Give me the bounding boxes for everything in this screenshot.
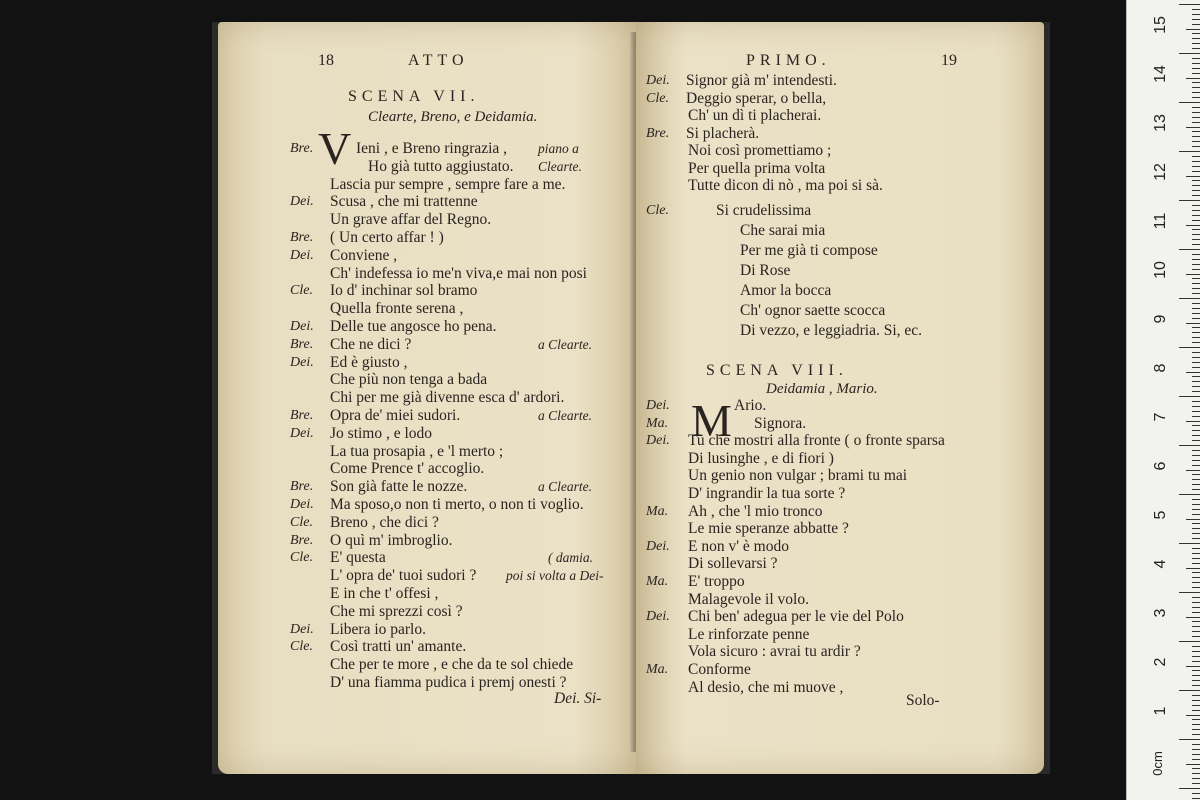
ruler-tick [1192,122,1200,123]
ruler-tick [1192,14,1200,15]
speaker-label: Dei. [290,497,314,512]
ruler-tick [1192,558,1200,559]
ruler-tick [1192,259,1200,260]
verse-line: Per quella prima volta [688,159,826,177]
ruler-tick [1192,465,1200,466]
ruler-tick [1192,587,1200,588]
ruler-tick [1192,509,1200,510]
ruler-tick [1192,425,1200,426]
verse-line: Le mie speranze abbatte ? [688,520,849,538]
speaker-label: Dei. [646,538,670,554]
ruler-tick [1179,592,1200,593]
ruler-tick [1186,470,1200,471]
ruler-tick [1192,283,1200,284]
ruler-tick [1192,479,1200,480]
ruler-tick [1192,435,1200,436]
ruler-tick [1192,430,1200,431]
ruler-tick [1192,705,1200,706]
ruler-tick [1192,185,1200,186]
ruler-tick [1192,411,1200,412]
verse-line: Son già fatte le nozze. [330,478,468,496]
ruler-tick [1192,97,1200,98]
ruler-tick [1192,685,1200,686]
ruler-tick [1179,543,1200,544]
ruler-tick [1192,73,1200,74]
verse-line: Deggio sperar, o bella, [686,89,827,107]
ruler-tick [1192,553,1200,554]
ruler-tick [1192,112,1200,113]
verse-line: Amor la bocca [740,282,832,299]
verse-line: O quì m' imbroglio. [330,531,453,549]
ruler-tick [1192,455,1200,456]
ruler-number: 8 [1152,363,1169,373]
ruler-tick [1192,205,1200,206]
ruler-tick [1179,151,1200,152]
ruler-tick [1192,572,1200,573]
scene-characters: Clearte, Breno, e Deidamia. [368,109,538,125]
ruler-tick [1192,406,1200,407]
ruler-tick [1179,641,1200,642]
ruler-tick [1192,528,1200,529]
verse-line: Io d' inchinar sol bramo [330,282,478,300]
ruler-tick [1192,269,1200,270]
ruler-tick [1179,298,1200,299]
ruler-tick [1179,200,1200,201]
ruler-unit: 0cm [1149,751,1165,776]
verse-line: Signor già m' intendesti. [686,72,837,89]
ruler-tick [1192,234,1200,235]
verse-line: Un genio non vulgar ; brami tu mai [688,467,908,485]
ruler-tick [1192,107,1200,108]
ruler-tick [1179,690,1200,691]
verse-line: Jo stimo , e lodo [330,424,433,442]
ruler-tick [1192,293,1200,294]
ruler-number: 11 [1152,212,1169,230]
verse-line: ( Un certo affar ! ) [330,229,444,246]
verse-line: L' opra de' tuoi sudori ? [330,567,477,585]
ruler-tick [1192,58,1200,59]
ruler-tick [1192,38,1200,39]
ruler-number: 10 [1152,261,1169,279]
verse-line: E' troppo [688,573,745,590]
catchword: Solo- [906,692,940,709]
verse-line: Delle tue angosce ho pena. [330,318,497,335]
ruler-tick [1192,631,1200,632]
ruler-tick [1192,386,1200,387]
verse-line: Ch' ognor saette scocca [740,302,886,319]
speaker-label: Ma. [646,574,669,589]
speaker-label: Bre. [290,230,314,245]
drop-cap: M [691,395,732,446]
speaker-label: Dei. [290,319,314,334]
verse-line: Lascia pur sempre , sempre fare a me. [330,175,566,193]
ruler-tick [1192,793,1200,794]
verse-line: Libera io parlo. [330,620,426,638]
ruler-tick [1192,680,1200,681]
speaker-label: Dei. [290,425,314,441]
ruler-tick [1192,416,1200,417]
ruler-tick [1179,739,1200,740]
verse-line: Opra de' miei sudori. [330,407,461,424]
ruler-tick [1192,362,1200,363]
ruler-tick [1192,533,1200,534]
ruler-tick [1192,636,1200,637]
ruler-tick [1192,376,1200,377]
ruler-tick [1192,440,1200,441]
ruler-tick [1192,768,1200,769]
ruler-tick [1192,318,1200,319]
ruler-tick [1192,166,1200,167]
ruler-tick [1192,19,1200,20]
ruler-tick [1192,278,1200,279]
verse-line: Ed è giusto , [330,353,408,371]
ruler-tick [1179,445,1200,446]
ruler-tick [1192,675,1200,676]
verse-line: Conforme [688,661,751,678]
speaker-label: Bre. [290,141,314,156]
verse-line: Di lusinghe , e di fiori ) [688,449,834,467]
ruler-number: 14 [1152,65,1169,83]
ruler-tick [1192,220,1200,221]
ruler-tick [1192,9,1200,10]
ruler-tick [1192,352,1200,353]
ruler-tick [1192,327,1200,328]
ruler-tick [1186,568,1200,569]
ruler-tick [1186,715,1200,716]
page-number: 18 [318,52,334,69]
speaker-label: Dei. [290,621,314,637]
ruler-tick [1192,195,1200,196]
verse-line: Come Prence t' accoglio. [330,460,485,478]
verse-line: Conviene , [330,246,398,264]
ruler-tick [1179,4,1200,5]
verse-line: Chi per me già divenne esca d' ardori. [330,389,565,407]
ruler-number: 7 [1152,412,1169,422]
ruler-number: 9 [1152,314,1169,324]
speaker-label: Cle. [646,90,669,106]
ruler-number: 13 [1152,114,1169,132]
ruler-tick [1192,538,1200,539]
ruler-tick [1192,342,1200,343]
ruler-tick [1192,607,1200,608]
speaker-label: Dei. [290,247,314,263]
speaker-label: Cle. [290,283,313,299]
ruler-tick [1192,710,1200,711]
verse-line: Ah , che 'l mio tronco [688,502,823,520]
verse-line: Ma sposo,o non ti merto, o non ti voglio. [330,496,584,513]
verse-line: Le rinforzate penne [688,625,810,643]
verse-line: Ch' un dì ti placherai. [688,107,822,124]
verse-line: Al desio, che mi muove , [688,678,844,696]
speaker-label: Bre. [646,125,670,141]
page-number: 19 [941,52,957,69]
ruler-tick [1192,303,1200,304]
speaker-label: Dei. [646,433,670,449]
ruler-tick [1192,33,1200,34]
ruler-tick [1192,332,1200,333]
stage-direction: a Clearte. [538,408,592,423]
ruler-tick [1192,48,1200,49]
ruler-number: 1 [1152,706,1169,716]
ruler-tick [1179,53,1200,54]
ruler-tick [1186,421,1200,422]
verse-line: Tu che mostri alla fronte ( o fronte sparsa [688,432,945,450]
verse-line: Che mi sprezzi così ? [330,602,463,620]
left-page [218,22,638,774]
ruler-tick [1192,229,1200,230]
ruler-tick [1192,577,1200,578]
verse-line: Ieni , e Breno ringrazia , [356,140,508,157]
speaker-label: Ma. [646,503,669,519]
verse-line: D' una fiamma pudica i premj onesti ? [330,674,567,691]
ruler-tick [1192,63,1200,64]
ruler-tick [1192,161,1200,162]
ruler-tick [1186,225,1200,226]
ruler-tick [1192,190,1200,191]
ruler-tick [1186,372,1200,373]
speaker-label: Dei. [290,194,314,210]
ruler-tick [1179,102,1200,103]
ruler-tick [1192,759,1200,760]
verse-line: Breno , che dici ? [330,513,439,531]
stage-direction: poi si volta a Dei- [506,568,604,584]
speaker-label: Dei. [646,609,670,625]
ruler-tick [1192,117,1200,118]
ruler-number: 15 [1152,16,1169,34]
ruler-tick [1192,548,1200,549]
open-book [212,22,1050,774]
stage-direction: Clearte. [538,158,582,174]
running-header: ATTO [408,52,469,69]
ruler-tick [1186,78,1200,79]
running-header: PRIMO. [746,52,831,69]
verse-line: Si placherà. [686,124,760,142]
ruler-tick [1179,347,1200,348]
ruler-tick [1192,288,1200,289]
ruler-tick [1192,136,1200,137]
ruler-tick [1192,156,1200,157]
catchword: Dei. Si- [554,690,602,707]
verse-line: D' ingrandir la tua sorte ? [688,485,846,502]
verse-line: La tua prosapia , e 'l merto ; [330,442,504,460]
ruler-tick [1192,24,1200,25]
verse-line: Così tratti un' amante. [330,638,467,656]
ruler-tick [1192,695,1200,696]
verse-line: Noi così promettiamo ; [688,142,832,159]
ruler-tick [1179,249,1200,250]
stage-direction: ( damia. [548,550,593,566]
ruler-tick [1179,494,1200,495]
ruler-tick [1192,724,1200,725]
ruler-tick [1192,499,1200,500]
verse-line: Che più non tenga a bada [330,371,488,389]
ruler-tick [1192,337,1200,338]
verse-line: Si crudelissima [716,202,812,219]
ruler-tick [1192,656,1200,657]
ruler-tick [1192,719,1200,720]
ruler-number: 3 [1152,608,1169,618]
ruler-tick [1192,474,1200,475]
measuring-ruler [1126,0,1200,800]
ruler-tick [1192,773,1200,774]
scene-title: SCENA VIII. [706,362,848,379]
ruler-tick [1192,82,1200,83]
ruler-tick [1192,239,1200,240]
ruler-tick [1192,484,1200,485]
verse-line: Che ne dici ? [330,335,412,353]
drop-cap: V [318,123,352,174]
ruler-tick [1186,666,1200,667]
ruler-tick [1192,244,1200,245]
ruler-tick [1192,367,1200,368]
ruler-tick [1192,798,1200,799]
ruler-number: 2 [1152,657,1169,667]
ruler-tick [1192,626,1200,627]
right-page [636,22,1044,774]
ruler-tick [1186,617,1200,618]
ruler-tick [1186,274,1200,275]
ruler-number: 12 [1152,163,1169,181]
verse-line: E non v' è modo [688,537,789,555]
verse-line: Che per te more , e che da te sol chiede [330,656,574,674]
speaker-label: Dei. [646,73,670,88]
ruler-tick [1192,146,1200,147]
speaker-label: Cle. [290,639,313,655]
stage-direction: a Clearte. [538,479,592,495]
ruler-tick [1192,254,1200,255]
verse-line: Per me già ti compose [740,242,878,259]
ruler-tick [1192,381,1200,382]
verse-line: Malagevole il volo. [688,590,809,608]
ruler-tick [1192,43,1200,44]
ruler-tick [1192,391,1200,392]
ruler-tick [1192,210,1200,211]
speaker-label: Ma. [646,662,669,677]
ruler-tick [1192,734,1200,735]
ruler-tick [1192,180,1200,181]
ruler-tick [1192,523,1200,524]
ruler-tick [1186,176,1200,177]
ruler-tick [1192,92,1200,93]
speaker-label: Dei. [646,398,670,413]
scene-title: SCENA VII. [348,88,480,105]
ruler-tick [1192,514,1200,515]
speaker-label: Bre. [290,479,314,495]
ruler-number: 5 [1152,510,1169,520]
ruler-number: 4 [1152,559,1169,569]
verse-line: Di sollevarsi ? [688,555,778,573]
ruler-tick [1192,621,1200,622]
speaker-label: Cle. [290,514,313,530]
ruler-tick [1192,450,1200,451]
verse-line: Chi ben' adegua per le vie del Polo [688,608,904,626]
speaker-label: Cle. [646,203,669,218]
ruler-tick [1192,582,1200,583]
ruler-number: 6 [1152,461,1169,471]
ruler-tick [1186,29,1200,30]
stage-direction: a Clearte. [538,336,592,352]
ruler-tick [1186,127,1200,128]
ruler-tick [1192,612,1200,613]
ruler-tick [1192,131,1200,132]
ruler-tick [1192,651,1200,652]
ruler-tick [1192,670,1200,671]
verse-line: E' questa [330,549,386,567]
ruler-tick [1192,264,1200,265]
ruler-tick [1192,357,1200,358]
verse-line: Ho già tutto aggiustato. [368,157,514,175]
ruler-tick [1192,700,1200,701]
ruler-tick [1192,308,1200,309]
verse-line: Signora. [754,414,807,432]
verse-line: Un grave affar del Regno. [330,211,492,229]
ruler-tick [1192,87,1200,88]
ruler-tick [1192,504,1200,505]
ruler-tick [1192,749,1200,750]
ruler-tick [1192,597,1200,598]
speaker-label: Bre. [290,408,314,423]
ruler-tick [1192,729,1200,730]
ruler-tick [1192,171,1200,172]
verse-line: Scusa , che mi trattenne [330,193,478,211]
ruler-tick [1192,602,1200,603]
verse-line: Ario. [734,397,767,414]
ruler-tick [1192,460,1200,461]
verse-line: Ch' indefessa io me'n viva,e mai non posi [330,264,587,282]
verse-line: Vola sicuro : avrai tu ardir ? [688,643,861,661]
ruler-tick [1186,764,1200,765]
speaker-label: Bre. [290,532,314,548]
speaker-label: Dei. [290,354,314,370]
ruler-tick [1192,754,1200,755]
ruler-tick [1179,396,1200,397]
ruler-tick [1192,141,1200,142]
ruler-tick [1192,778,1200,779]
ruler-tick [1192,744,1200,745]
ruler-tick [1192,68,1200,69]
verse-line: Quella fronte serena , [330,300,464,318]
stage-direction: piano a [538,141,579,156]
speaker-label: Cle. [290,550,313,566]
ruler-tick [1192,783,1200,784]
verse-line: Tutte dicon di nò , ma poi si sà. [688,177,883,194]
ruler-tick [1192,563,1200,564]
speaker-label: Ma. [646,415,669,431]
verse-line: Di Rose [740,262,791,279]
speaker-label: Bre. [290,336,314,352]
scene-characters: Deidamia , Mario. [766,381,878,397]
ruler-tick [1192,215,1200,216]
ruler-tick [1192,401,1200,402]
ruler-tick [1192,489,1200,490]
ruler-tick [1179,788,1200,789]
ruler-tick [1192,313,1200,314]
verse-line: E in che t' offesi , [330,585,439,602]
ruler-tick [1192,661,1200,662]
ruler-tick [1186,323,1200,324]
ruler-tick [1192,646,1200,647]
verse-line: Di vezzo, e leggiadria. Si, ec. [740,322,923,339]
verse-line: Che sarai mia [740,222,826,239]
ruler-tick [1186,519,1200,520]
